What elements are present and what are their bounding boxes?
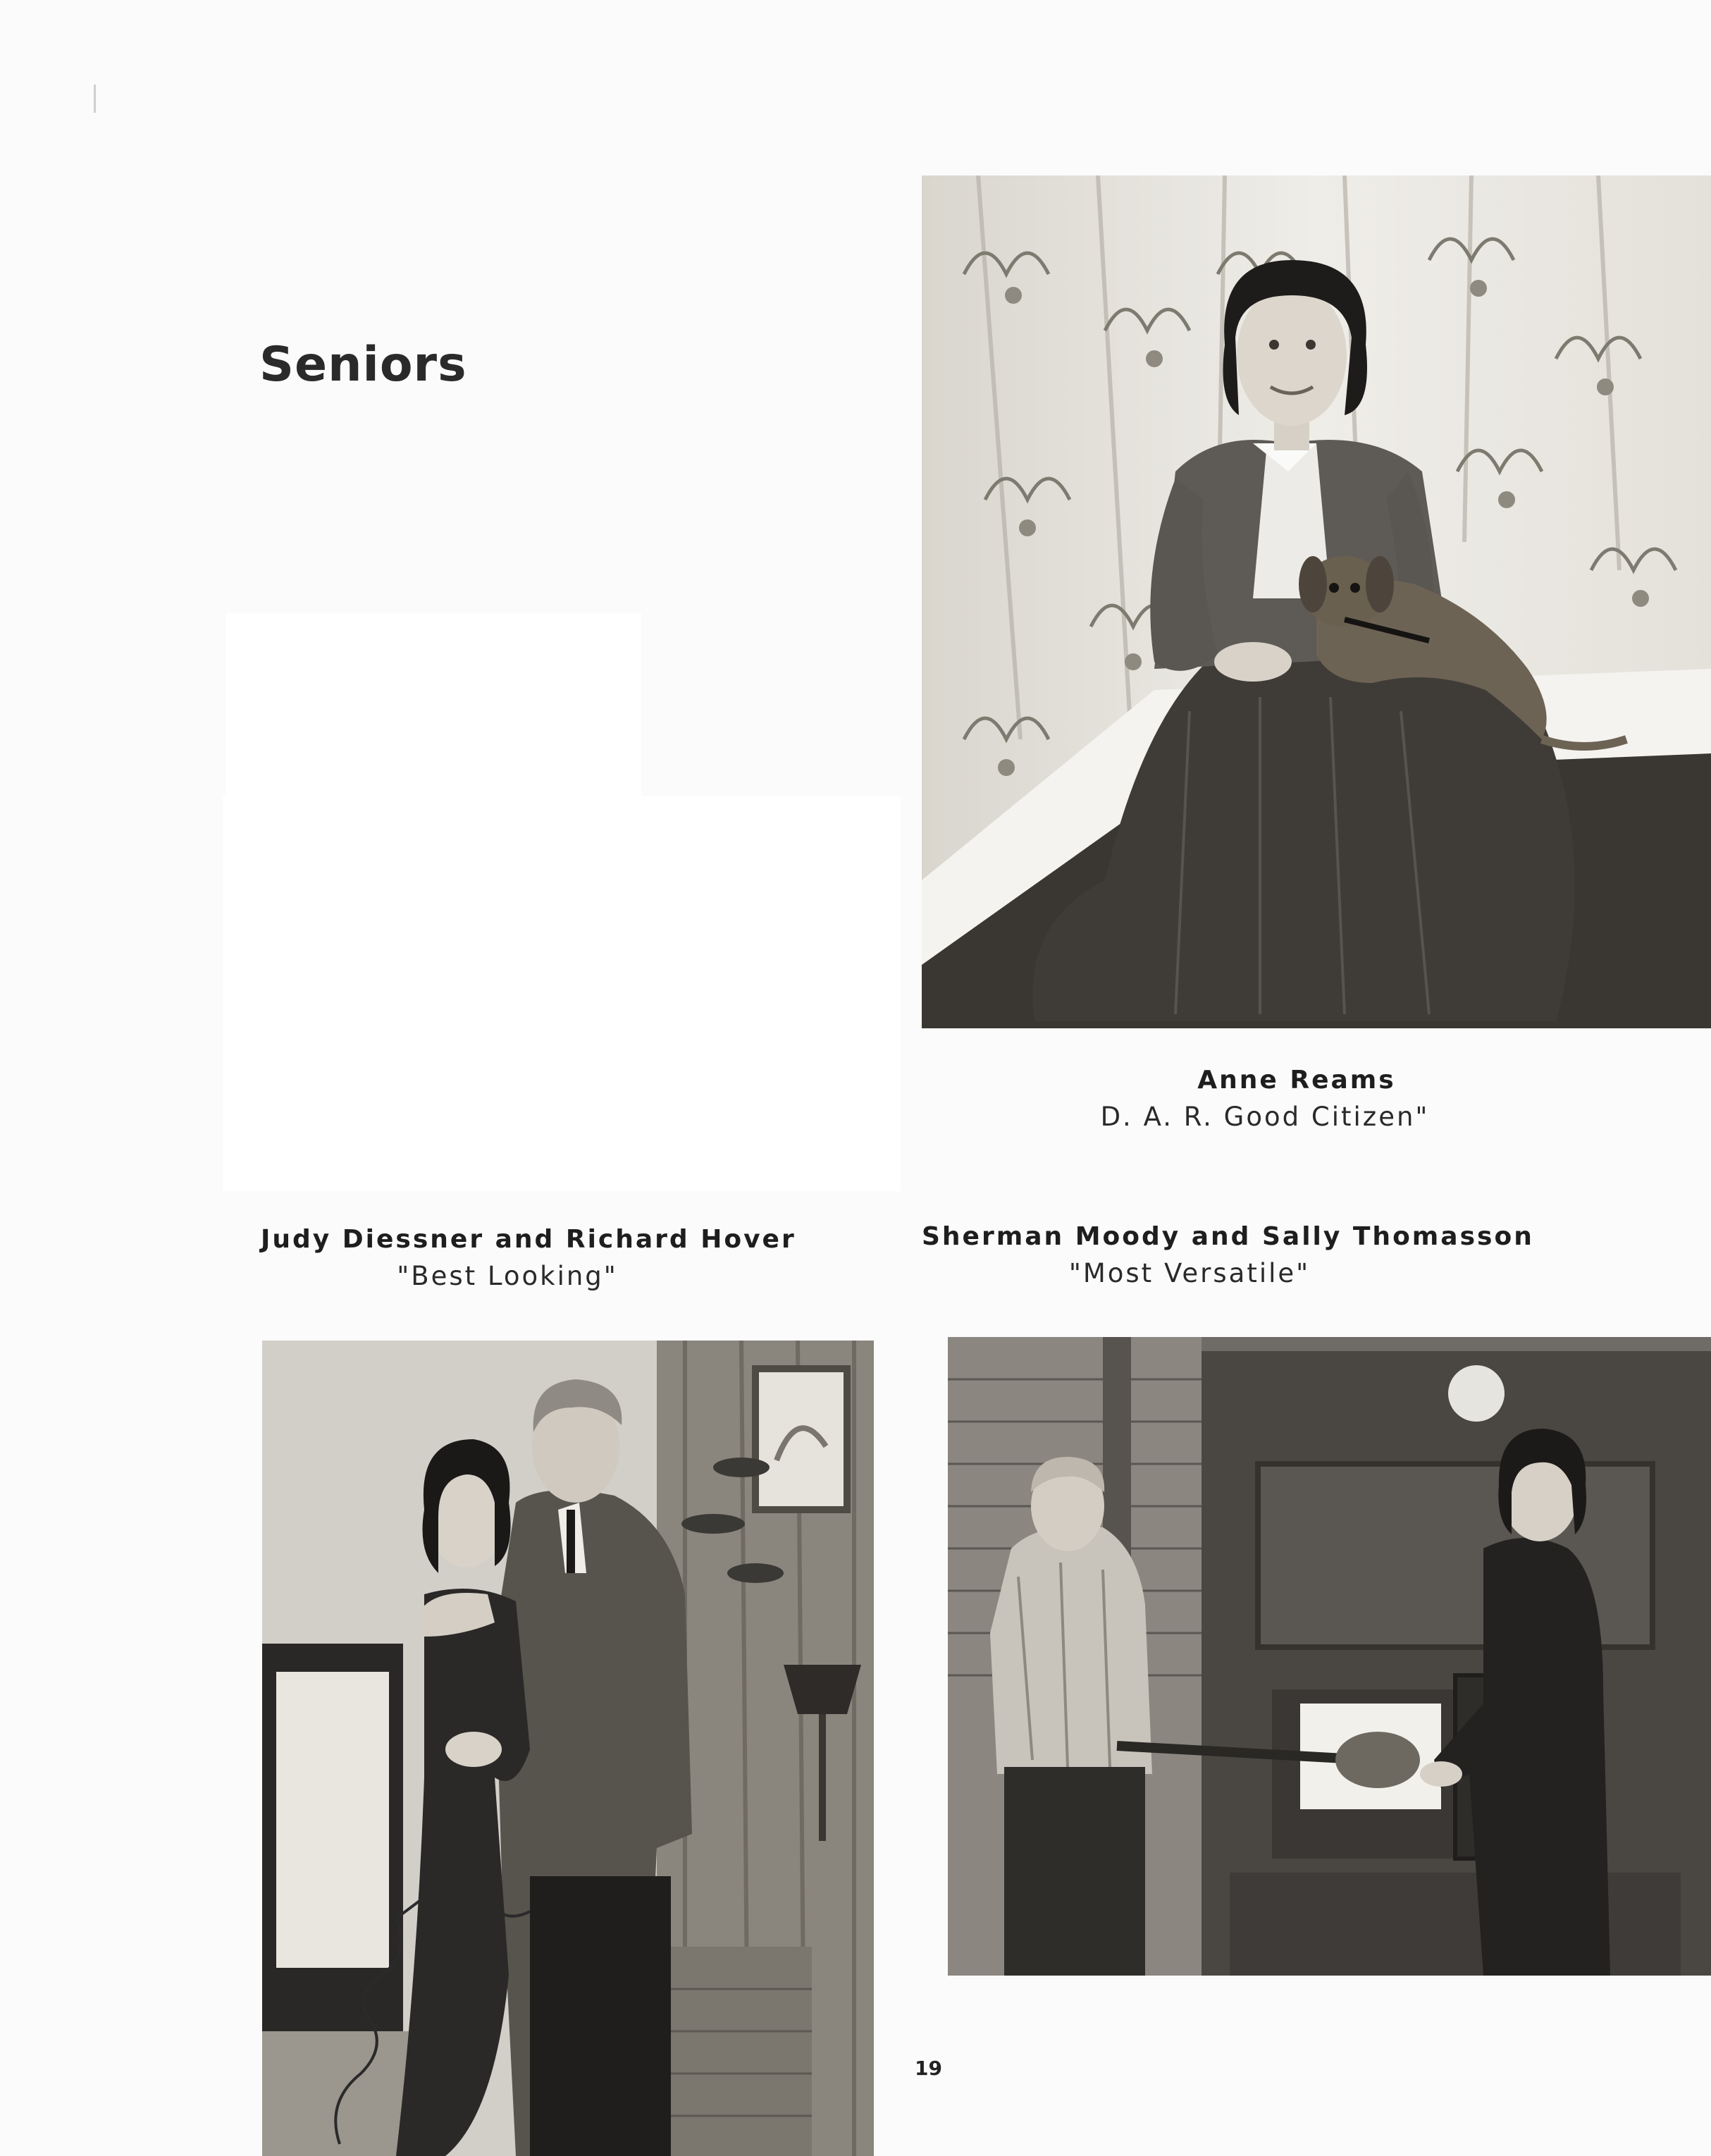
couple-at-furnace-photo xyxy=(948,1337,1711,1976)
caption-award: "Best Looking" xyxy=(397,1261,618,1291)
binding-mark xyxy=(94,85,96,113)
caption-names: Anne Reams xyxy=(1197,1066,1396,1095)
page-number: 19 xyxy=(915,2057,942,2080)
page-title: Seniors xyxy=(259,337,467,393)
caption-moody-thomasson xyxy=(922,1222,1534,1288)
caption-names: Judy Diessner and Richard Hover xyxy=(261,1225,796,1254)
girl-with-dachshund-photo xyxy=(922,175,1711,1028)
caption-diessner-hover xyxy=(261,1225,796,1291)
diessner-hover-photo xyxy=(262,1341,874,2156)
couple-by-fireplace-photo xyxy=(262,1341,874,2156)
paste-up-patch xyxy=(226,613,641,796)
caption-award: D. A. R. Good Citizen" xyxy=(1100,1102,1430,1132)
caption-anne-reams xyxy=(923,1066,1698,1132)
moody-thomasson-photo xyxy=(948,1337,1711,1976)
caption-award: "Most Versatile" xyxy=(1068,1258,1311,1288)
caption-names: Sherman Moody and Sally Thomasson xyxy=(922,1222,1534,1251)
anne-reams-photo xyxy=(922,175,1711,1028)
paste-up-patch xyxy=(223,796,901,1191)
